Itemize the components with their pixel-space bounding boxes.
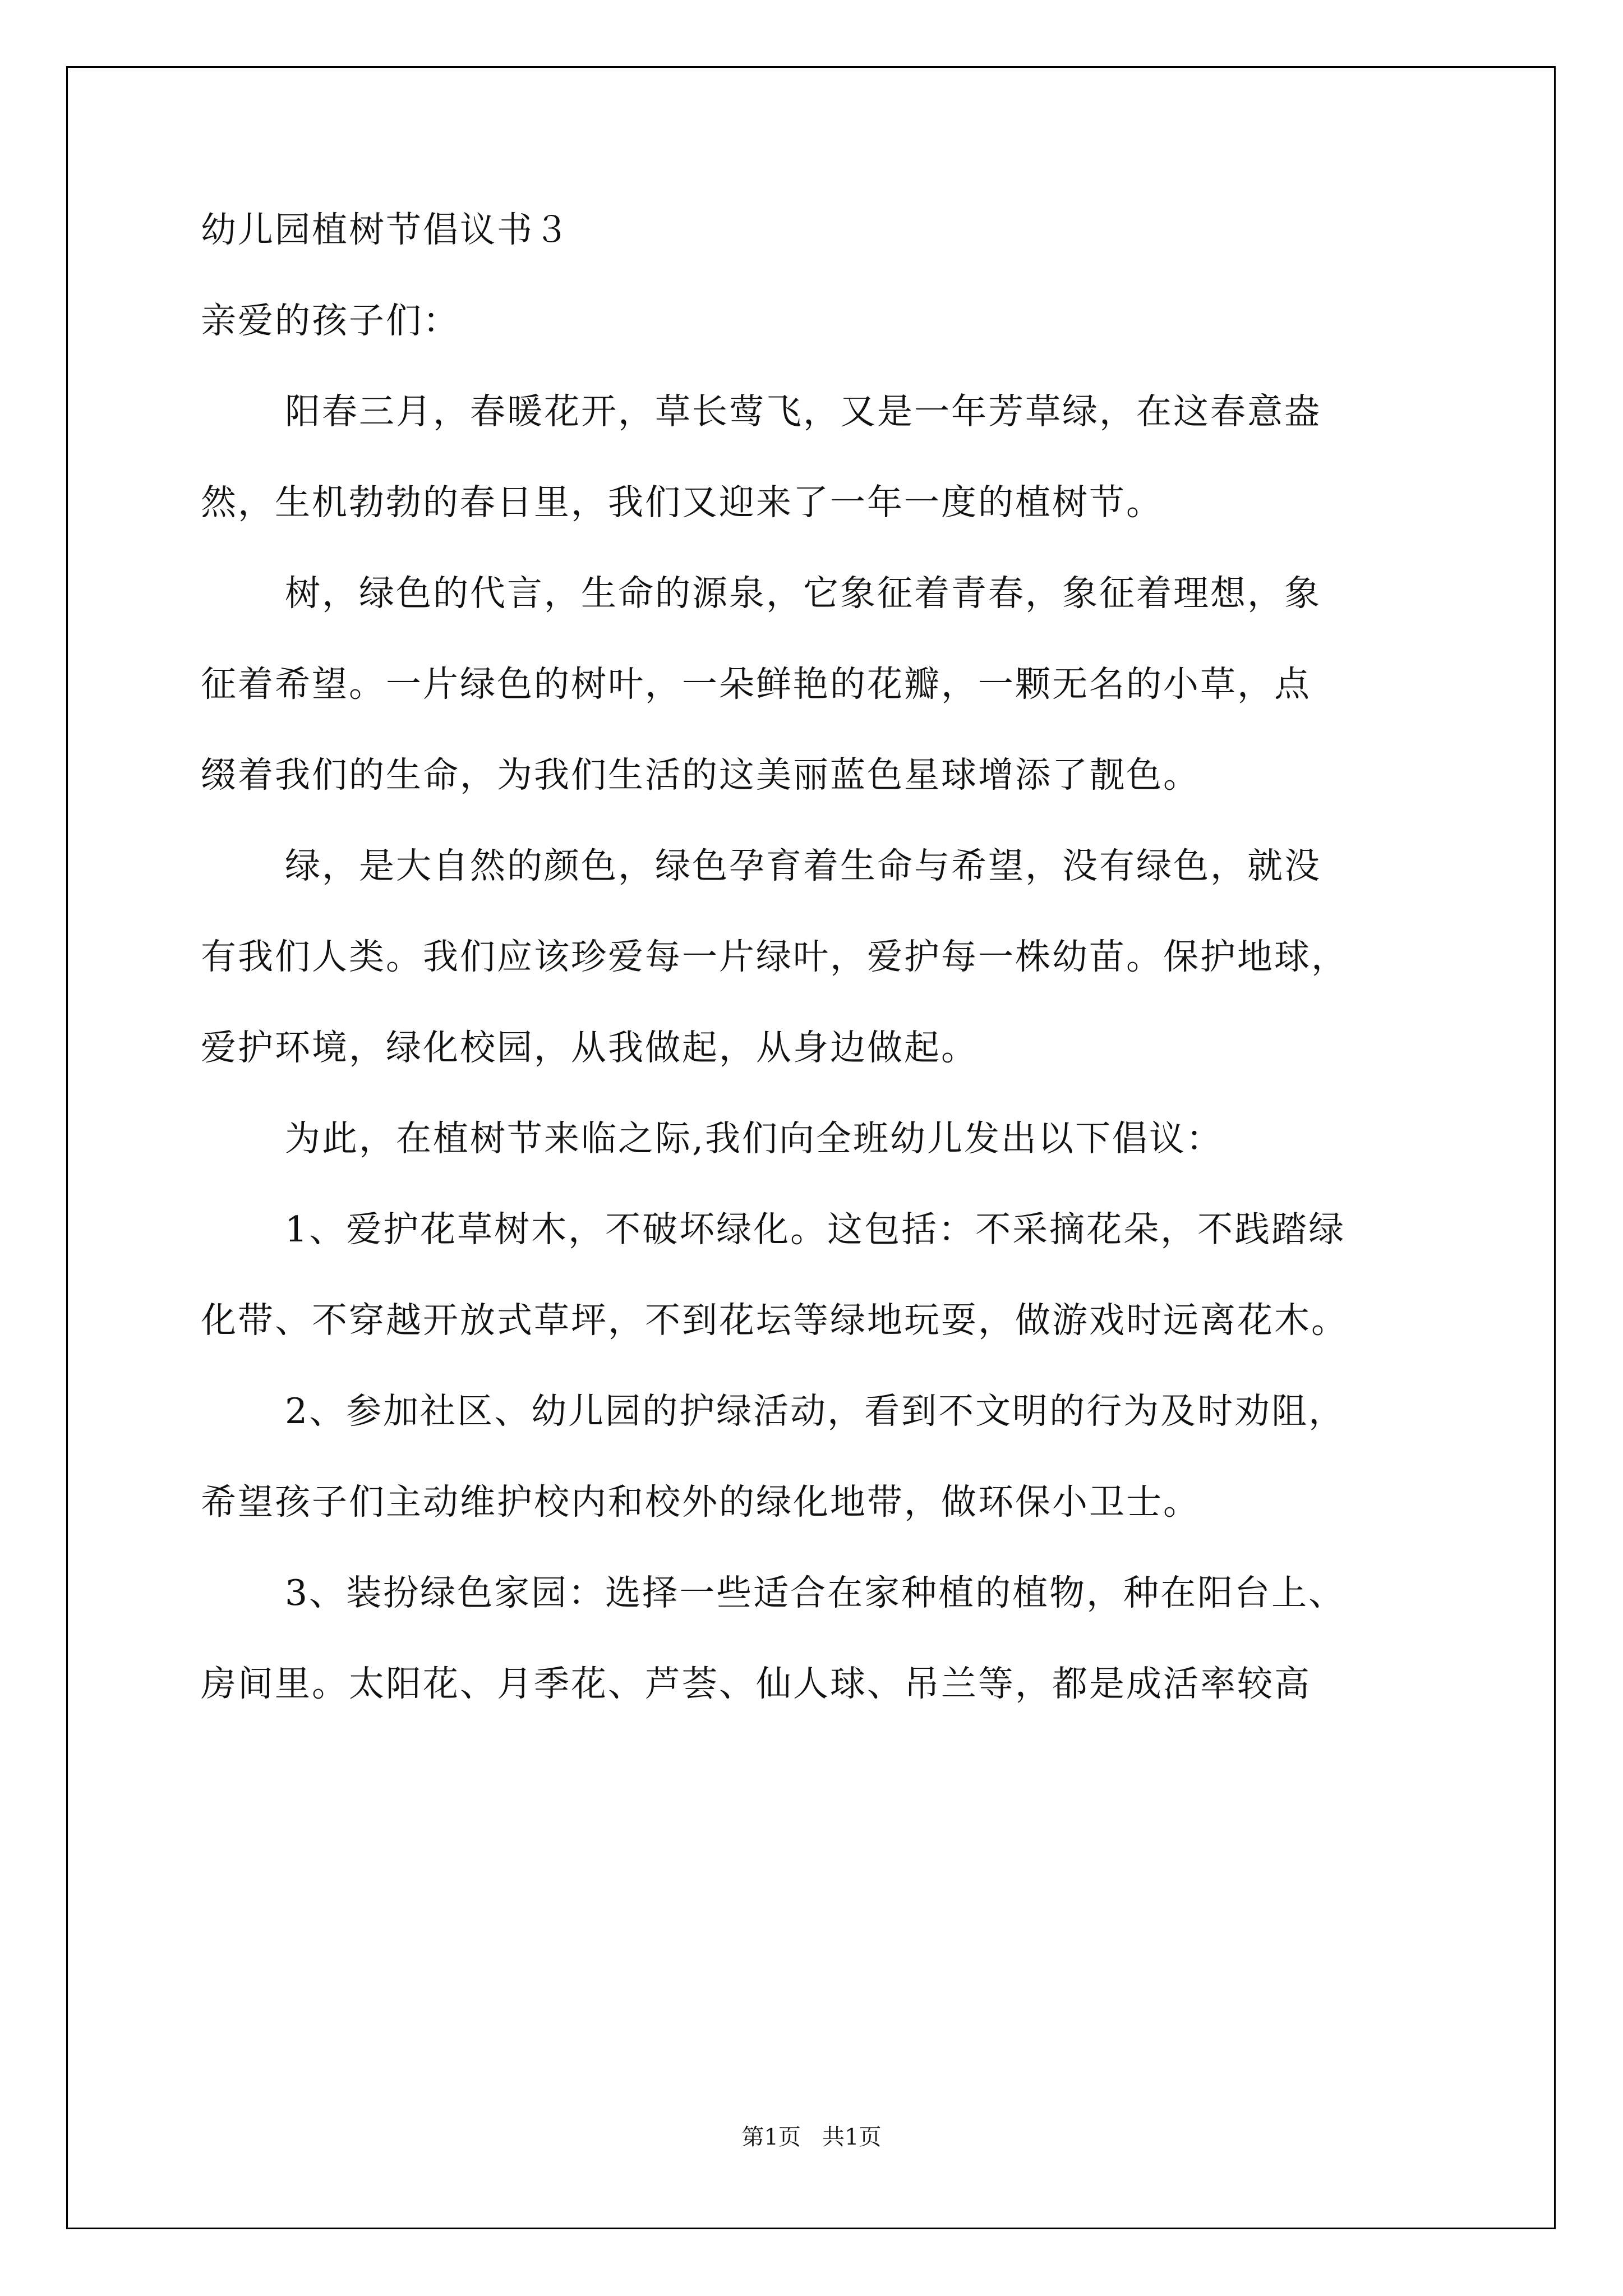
item-2-line-2: 希望孩子们主动维护校内和校外的绿化地带，做环保小卫士。 [201,1481,1200,1522]
paragraph-1-line-2: 然，生机勃勃的春日里，我们又迎来了一年一度的植树节。 [201,482,1163,523]
paragraph-3-line-3: 爱护环境，绿化校园，从我做起，从身边做起。 [201,1027,978,1068]
greeting-line: 亲爱的孩子们： [201,300,460,341]
document-title: 幼儿园植树节倡议书３ [201,209,571,250]
item-3-line-2: 房间里。太阳花、月季花、芦荟、仙人球、吊兰等，都是成活率较高 [201,1663,1311,1704]
paragraph-2-line-3: 缀着我们的生命，为我们生活的这美丽蓝色星球增添了靓色。 [201,754,1200,795]
item-3-line-1: 3、装扮绿色家园：选择一些适合在家种植的植物，种在阳台上、 [285,1572,1346,1613]
paragraph-4-line-1: 为此，在植树节来临之际,我们向全班幼儿发出以下倡议： [285,1118,1224,1159]
paragraph-1-line-1: 阳春三月，春暖花开，草长莺飞，又是一年芳草绿，在这春意盎 [285,391,1321,432]
item-1-line-1: 1、爱护花草树木，不破坏绿化。这包括：不采摘花朵，不践踏绿 [285,1209,1346,1250]
item-1-line-2: 化带、不穿越开放式草坪，不到花坛等绿地玩耍，做游戏时远离花木。 [201,1300,1348,1341]
page-footer: 第1页 共1页 [741,2124,882,2150]
paragraph-2-line-1: 树，绿色的代言，生命的源泉，它象征着青春，象征着理想，象 [285,573,1321,614]
paragraph-3-line-1: 绿，是大自然的颜色，绿色孕育着生命与希望，没有绿色，就没 [285,845,1321,886]
paragraph-3-line-2: 有我们人类。我们应该珍爱每一片绿叶，爱护每一株幼苗。保护地球， [201,936,1348,977]
item-2-line-1: 2、参加社区、幼儿园的护绿活动，看到不文明的行为及时劝阻， [285,1391,1346,1432]
paragraph-2-line-2: 征着希望。一片绿色的树叶，一朵鲜艳的花瓣，一颗无名的小草，点 [201,664,1311,705]
